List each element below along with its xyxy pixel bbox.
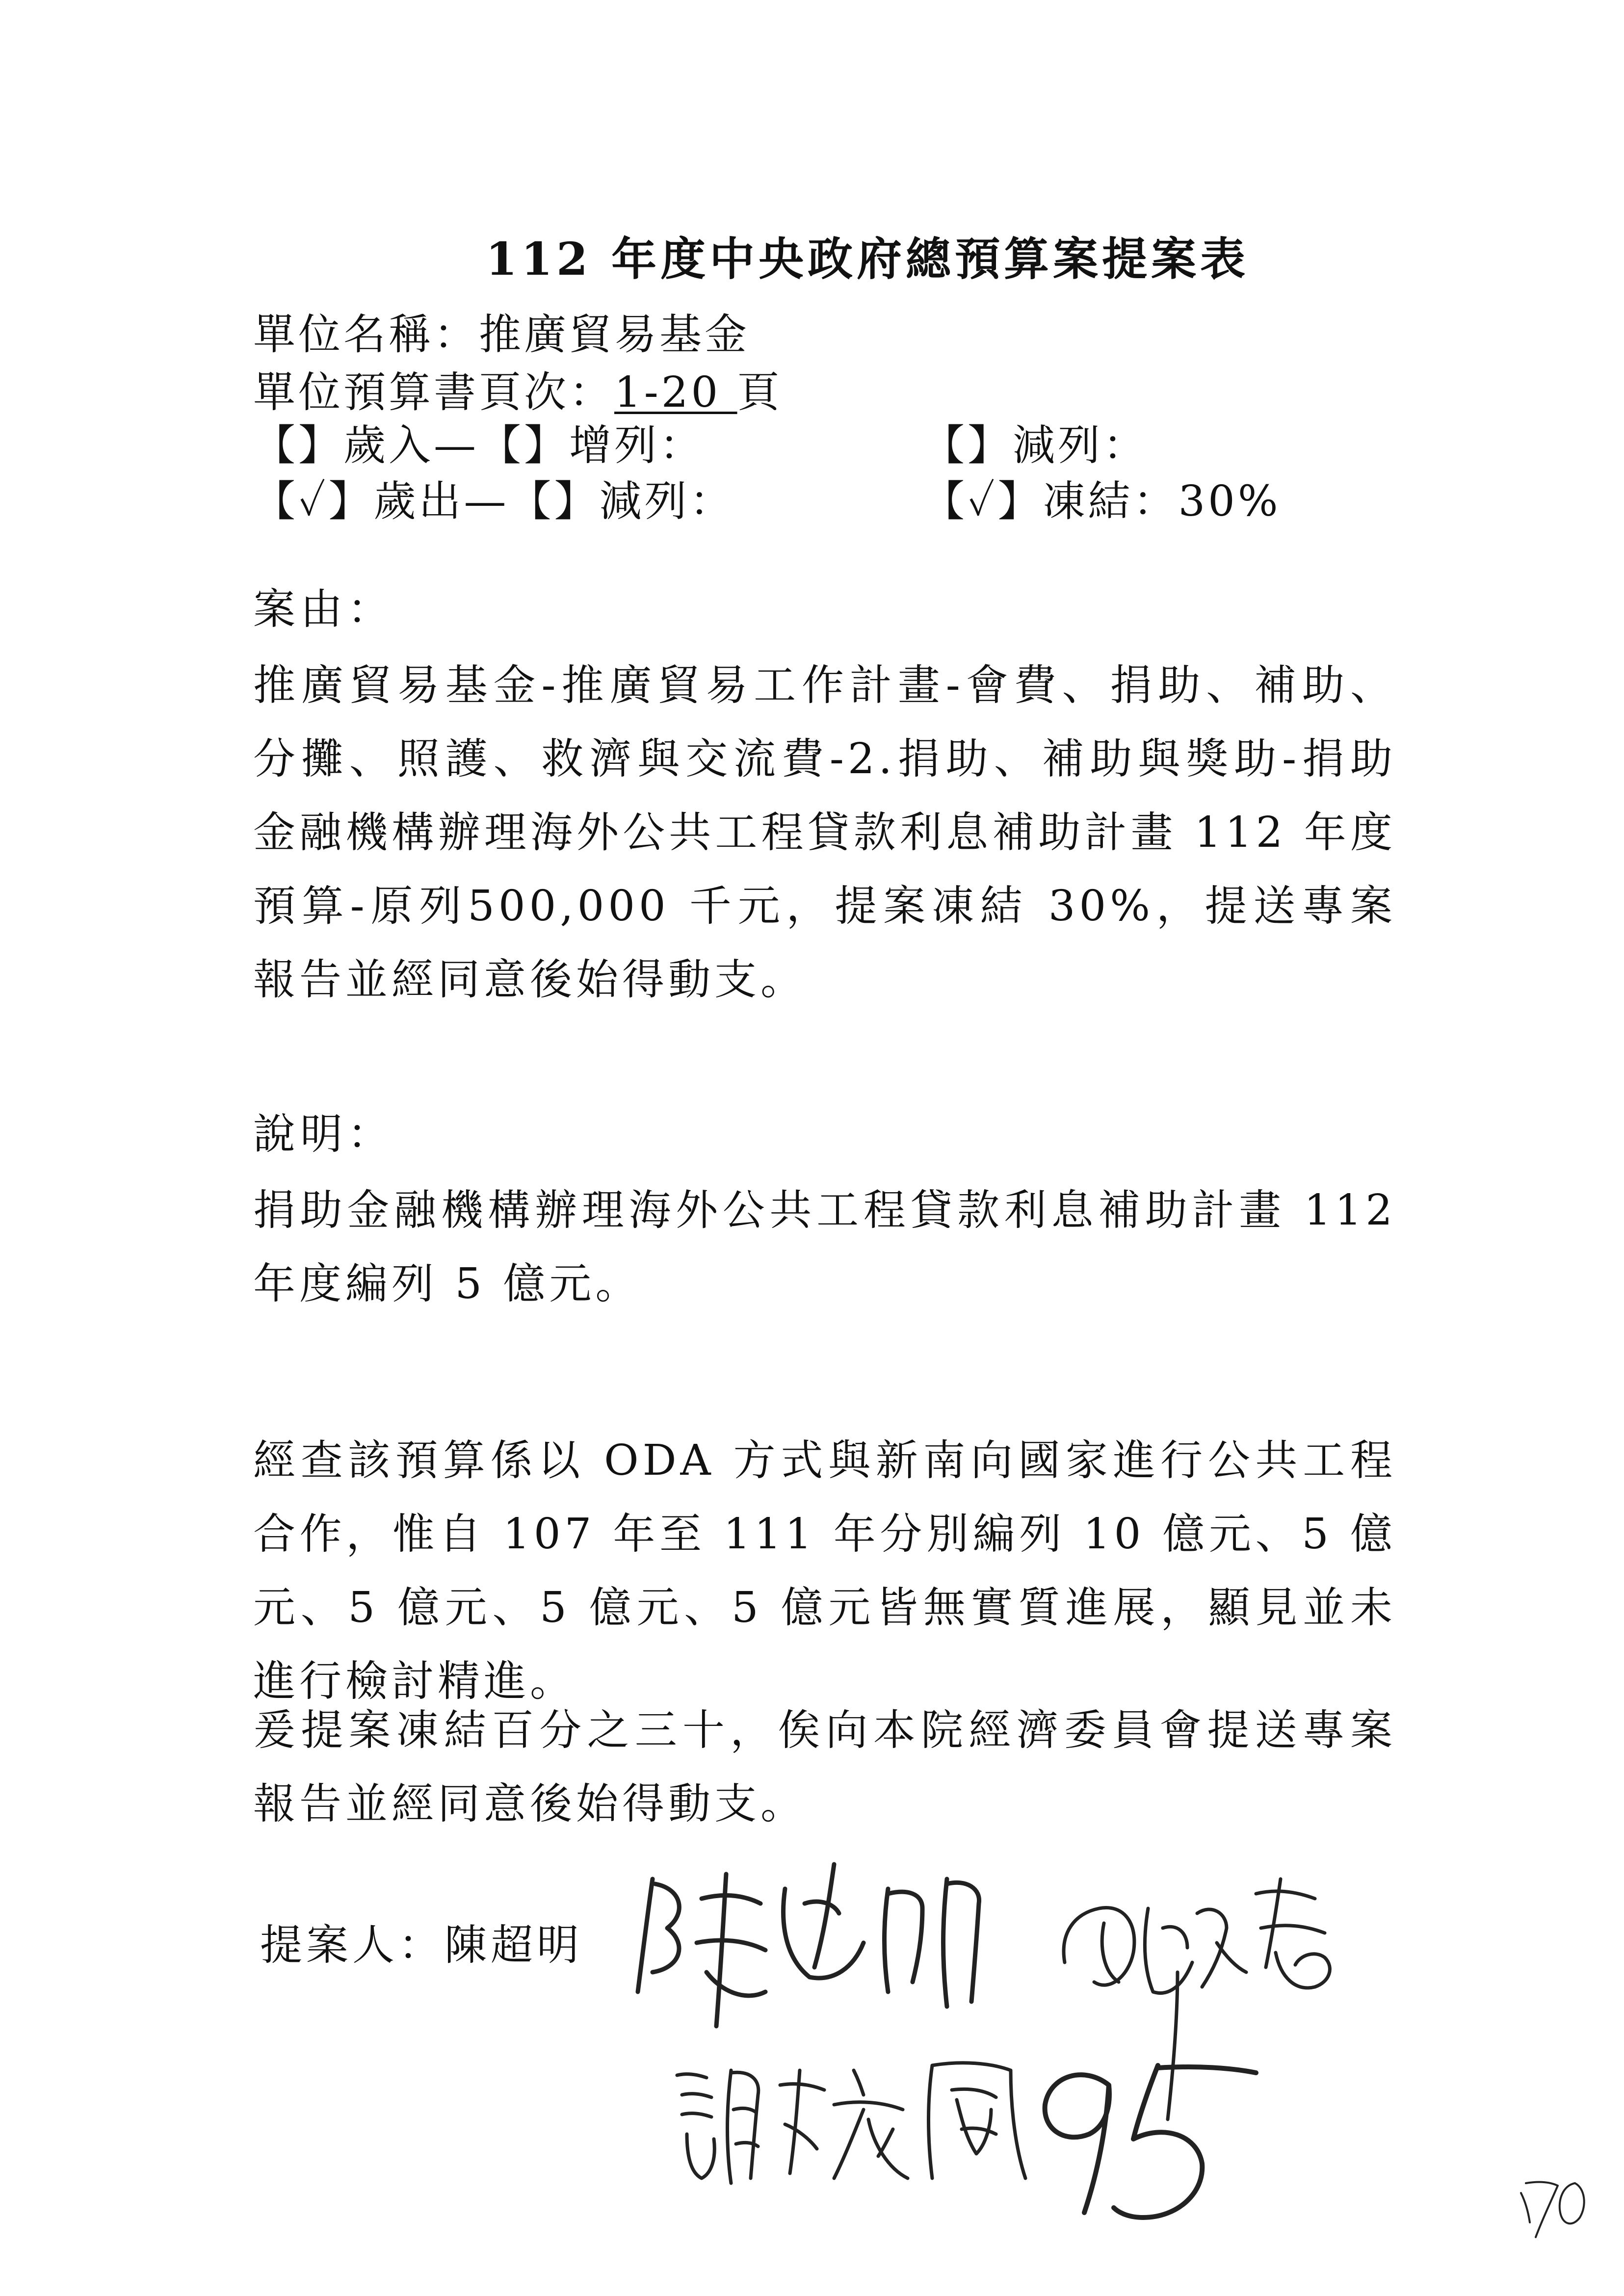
expense-line: 【✓】歲出—【】減列： <box>253 477 735 526</box>
proposer-line: 提案人：陳超明 <box>260 1921 583 1970</box>
signature-xie-yifeng <box>677 2063 1025 2183</box>
explanation-paragraph-1: 捐助金融機構辦理海外公共工程貸款利息補助計畫 112 年度編列 5 億元。 <box>253 1186 1396 1308</box>
explanation-paragraph-2: 經查該預算係以 ODA 方式與新南向國家進行公共工程合作，惟自 107 年至 111 年分別編列 10 億元、5 億元、5 億元、5 億元、5 億元皆無實質進展，顯見並未進行檢討精進。 <box>253 1436 1396 1706</box>
unit-name-line: 單位名稱：推廣貿易基金 <box>253 310 750 359</box>
budget-page-value: 1-20 <box>614 368 737 417</box>
page-mark-170 <box>1521 2182 1584 2237</box>
reason-heading: 案由： <box>253 585 394 634</box>
page-title: 112 年度中央政府總預算案提案表 <box>486 233 1250 286</box>
reason-body: 推廣貿易基金-推廣貿易工作計畫-會費、捐助、補助、分攤、照護、救濟與交流費-2.捐助、補助與獎助-捐助金融機構辦理海外公共工程貸款利息補助計畫 112 年度預算-原列500,000 千元，提案凍結 30%，提送專案報告並經同意後始得動支。 <box>253 661 1396 1004</box>
budget-page-suffix: 頁 <box>737 368 783 417</box>
explanation-paragraph-3: 爰提案凍結百分之三十，俟向本院經濟委員會提送專案報告並經同意後始得動支。 <box>253 1706 1396 1828</box>
expense-freeze-line: 【✓】凍結：30% <box>922 477 1281 526</box>
budget-page-label: 單位預算書頁次： <box>253 368 614 417</box>
handwritten-number-95 <box>1045 2065 1256 2218</box>
revenue-line: 【】歲入—【】增列： <box>253 421 705 470</box>
explanation-heading: 說明： <box>253 1110 394 1159</box>
signature-chen-chaoming <box>638 1864 979 2026</box>
revenue-decrease-line: 【】減列： <box>922 421 1148 470</box>
